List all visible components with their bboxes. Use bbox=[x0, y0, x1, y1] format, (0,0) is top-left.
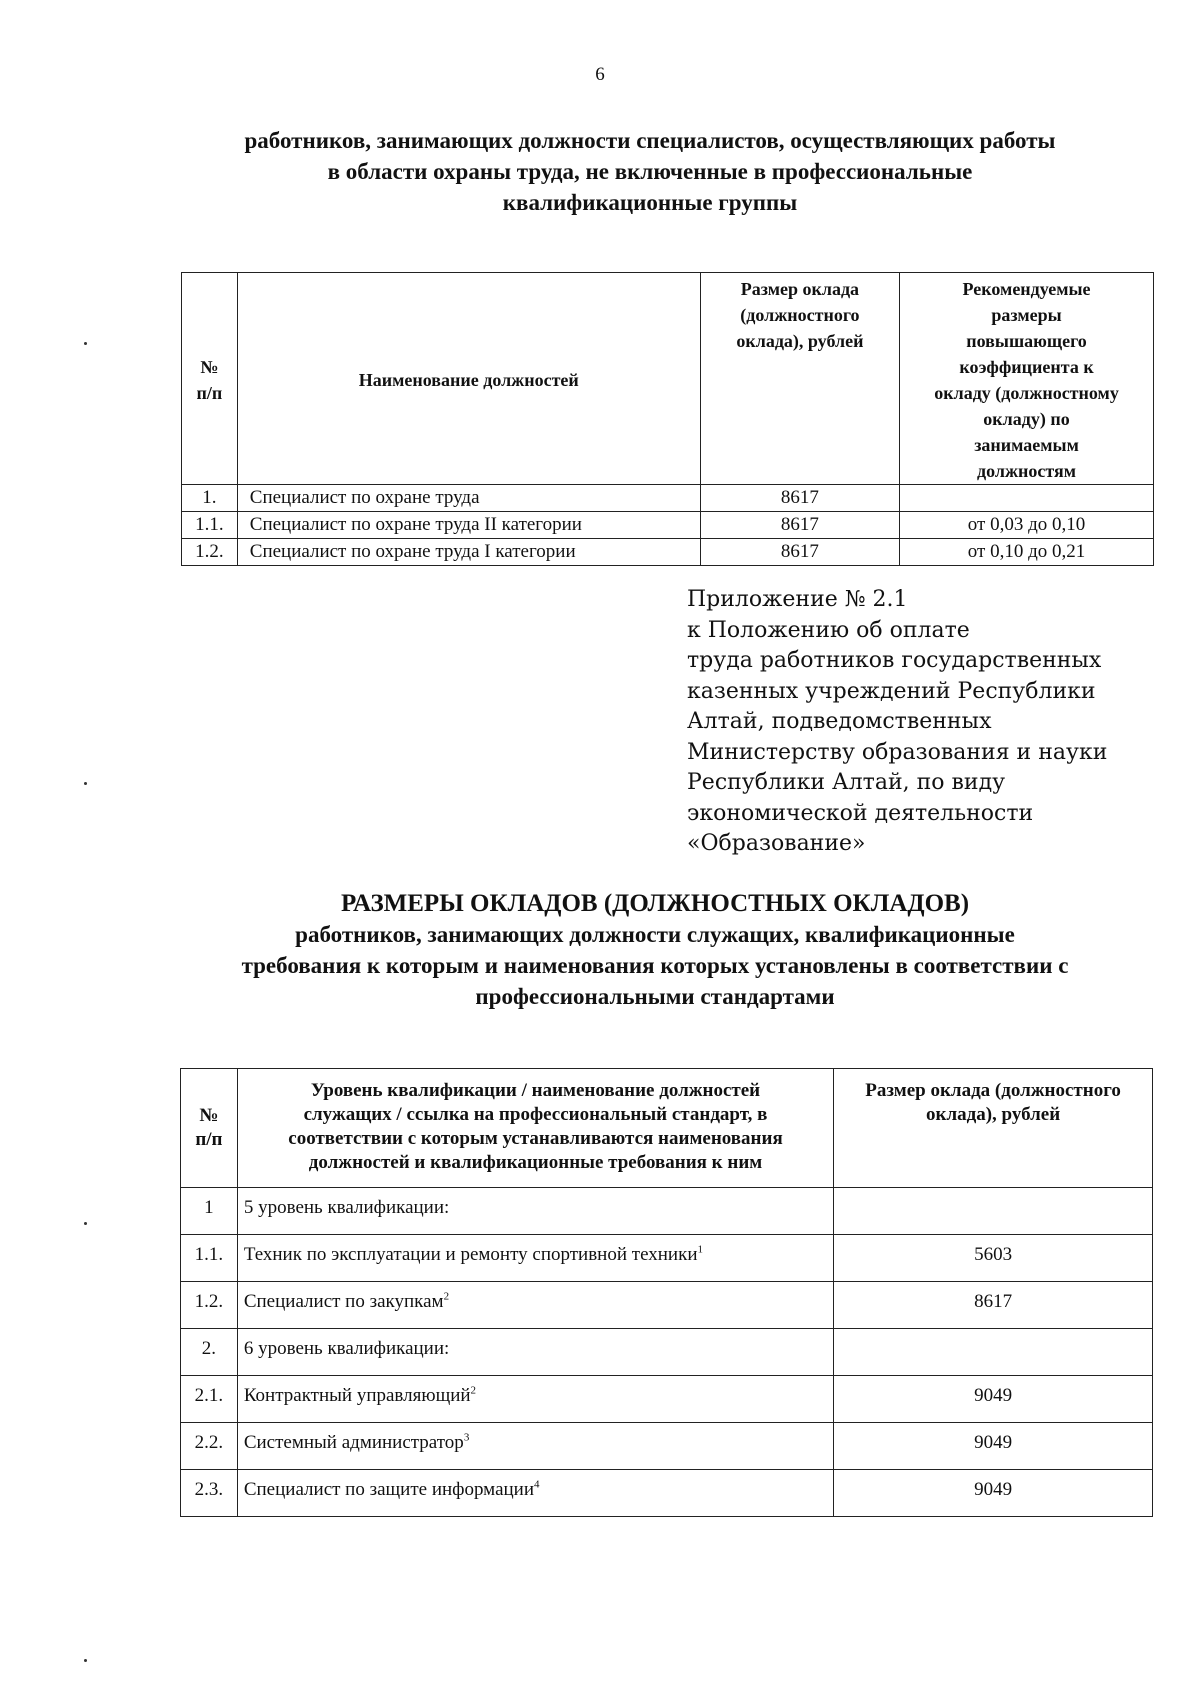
header-salary: Размер оклада (должностного оклада), рублей bbox=[700, 273, 899, 485]
heading-line: требования к которым и наименования которых установлены в соответствии с bbox=[241, 953, 1069, 978]
header-qualification: Уровень квалификации / наименование должностей служащих / ссылка на профессиональный стандарт, в соответствии с которым устанавливаются наименования должностей и квалификационные требования к ним bbox=[237, 1069, 833, 1188]
heading-line: работников, занимающих должности служащих, квалификационные bbox=[295, 922, 1015, 947]
table-row bbox=[182, 485, 1154, 512]
table-row bbox=[181, 1188, 1153, 1235]
heading-line: профессиональными стандартами bbox=[475, 984, 835, 1009]
appendix-line: Министерству образования и науки bbox=[687, 739, 1108, 765]
row-salary: 8617 bbox=[700, 539, 899, 566]
table-row bbox=[181, 1376, 1153, 1423]
employee-salaries-table bbox=[180, 1068, 1153, 1517]
table-row bbox=[181, 1282, 1153, 1329]
row-salary: 9049 bbox=[834, 1470, 1153, 1517]
row-coefficient: от 0,10 до 0,21 bbox=[900, 539, 1154, 566]
table-row bbox=[182, 539, 1154, 566]
scan-dot-mark bbox=[84, 1659, 87, 1662]
footnote-ref: 4 bbox=[534, 1478, 540, 1491]
row-coefficient bbox=[900, 485, 1154, 512]
row-salary: 8617 bbox=[700, 512, 899, 539]
row-salary: 9049 bbox=[834, 1423, 1153, 1470]
appendix-line: труда работников государственных bbox=[687, 648, 1102, 673]
footnote-ref: 2 bbox=[443, 1290, 450, 1303]
table-row bbox=[181, 1470, 1153, 1517]
footnote-ref: 3 bbox=[463, 1431, 470, 1444]
heading-line: работников, занимающих должности специалистов, осуществляющих работы bbox=[244, 128, 1056, 153]
row-position: Техник по эксплуатации и ремонту спортивной техники$^1$ bbox=[237, 1235, 833, 1282]
row-position: Контрактный управляющий$^2$ bbox=[237, 1376, 833, 1423]
table-row bbox=[181, 1235, 1153, 1282]
row-number: 1.1. bbox=[182, 512, 238, 539]
row-position: 6 уровень квалификации: bbox=[237, 1329, 833, 1376]
row-number: 1. bbox=[182, 485, 238, 512]
table-row bbox=[181, 1423, 1153, 1470]
header-number: № п/п bbox=[182, 273, 238, 485]
row-position: 5 уровень квалификации: bbox=[237, 1188, 833, 1235]
row-salary: 8617 bbox=[834, 1282, 1153, 1329]
row-number: 1.1. bbox=[181, 1235, 238, 1282]
scan-dot-mark bbox=[84, 1222, 87, 1225]
header-salary: Размер оклада (должностного оклада), рублей bbox=[834, 1069, 1153, 1188]
table-header-row bbox=[181, 1069, 1153, 1188]
row-salary bbox=[834, 1188, 1153, 1235]
page-number: 6 bbox=[595, 64, 605, 85]
heading-title: РАЗМЕРЫ ОКЛАДОВ (ДОЛЖНОСТНЫХ ОКЛАДОВ) bbox=[340, 890, 970, 917]
row-position: Специалист по охране труда I категории bbox=[237, 539, 700, 566]
header-coefficient: Рекомендуемые размеры повышающего коэффициента к окладу (должностному окладу) по занимаемым должностям bbox=[900, 273, 1154, 485]
row-salary: 8617 bbox=[700, 485, 899, 512]
appendix-line: к Положению об оплате bbox=[687, 617, 970, 643]
row-salary: 5603 bbox=[834, 1235, 1153, 1282]
footnote-ref: 2 bbox=[470, 1384, 477, 1397]
row-position: Специалист по закупкам$^2$ bbox=[237, 1282, 833, 1329]
row-position: Специалист по охране труда II категории bbox=[237, 512, 700, 539]
scan-dot-mark bbox=[84, 342, 87, 345]
row-salary bbox=[834, 1329, 1153, 1376]
row-salary: 9049 bbox=[834, 1376, 1153, 1423]
header-number: № п/п bbox=[181, 1069, 238, 1188]
row-position: Системный администратор$^3$ bbox=[237, 1423, 833, 1470]
heading-line: квалификационные группы bbox=[502, 190, 798, 215]
heading-line: в области охраны труда, не включенные в профессиональные bbox=[327, 159, 973, 184]
row-position: Специалист по защите информации$^4$ bbox=[237, 1470, 833, 1517]
row-position: Специалист по охране труда bbox=[237, 485, 700, 512]
appendix-line: Приложение № 2.1 bbox=[687, 587, 908, 612]
appendix-line: экономической деятельности bbox=[687, 800, 1034, 826]
table-row bbox=[182, 512, 1154, 539]
row-number: 1 bbox=[181, 1188, 238, 1235]
row-coefficient: от 0,03 до 0,10 bbox=[900, 512, 1154, 539]
row-number: 2.3. bbox=[181, 1470, 238, 1517]
appendix-line: казенных учреждений Республики bbox=[687, 678, 1096, 704]
row-number: 1.2. bbox=[181, 1282, 238, 1329]
row-number: 1.2. bbox=[182, 539, 238, 566]
table-header-row bbox=[182, 273, 1154, 485]
row-number: 2.1. bbox=[181, 1376, 238, 1423]
row-number: 2.2. bbox=[181, 1423, 238, 1470]
salary-heading bbox=[160, 888, 1150, 1012]
safety-specialists-table bbox=[181, 272, 1154, 566]
appendix-line: Республики Алтай, по виду bbox=[687, 770, 1006, 795]
header-position-name: Наименование должностей bbox=[237, 273, 700, 485]
section-heading bbox=[170, 125, 1130, 218]
table-row bbox=[181, 1329, 1153, 1376]
appendix-line: «Образование» bbox=[687, 831, 866, 856]
appendix-line: Алтай, подведомственных bbox=[687, 709, 992, 734]
row-number: 2. bbox=[181, 1329, 238, 1376]
appendix-block bbox=[687, 585, 1147, 860]
scan-dot-mark bbox=[84, 782, 87, 785]
footnote-ref: 1 bbox=[697, 1243, 703, 1256]
